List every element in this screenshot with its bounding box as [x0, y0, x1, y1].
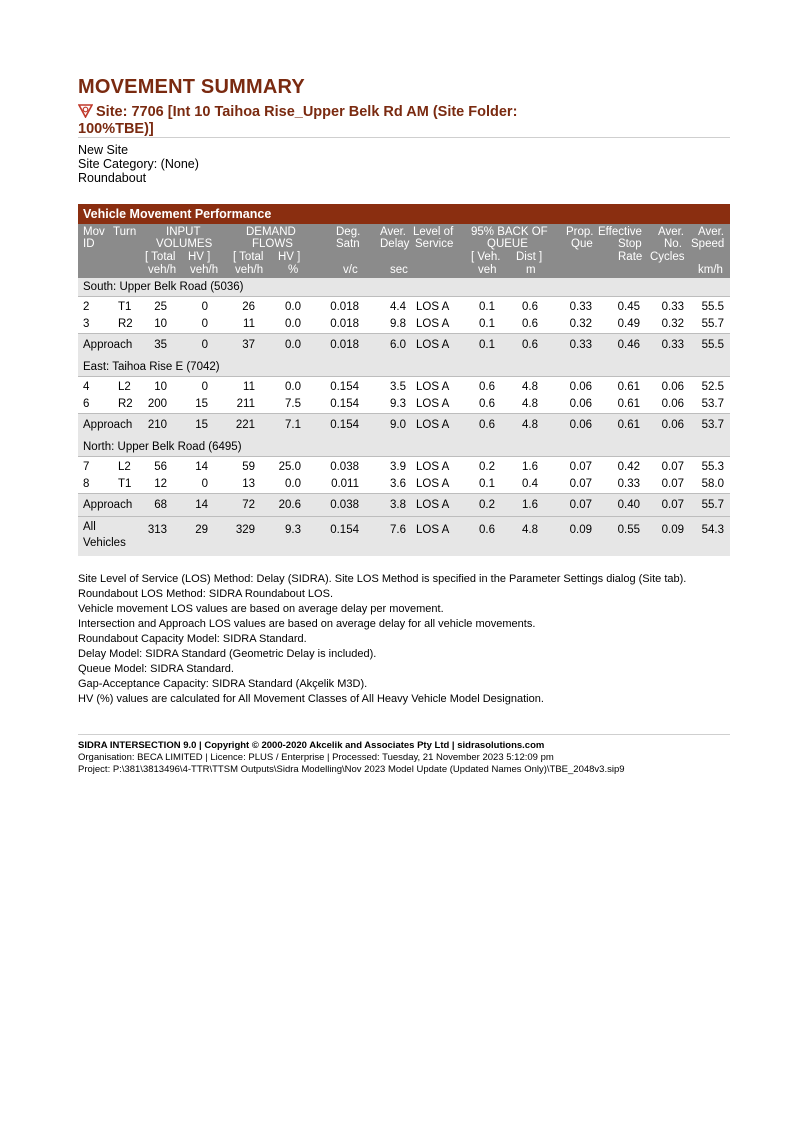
cell-dm-hv: 0.0	[285, 318, 301, 330]
vehicles-label: Vehicles	[83, 537, 126, 549]
site-name: New Site	[78, 143, 129, 157]
cell-delay: 9.0	[390, 419, 406, 431]
cell-dist: 0.6	[522, 339, 538, 351]
table-row	[78, 379, 730, 395]
footer-organisation: Organisation: BECA LIMITED | Licence: PLUS / Enterprise | Processed: Tuesday, 21 November 2023 5:12:09 pm	[78, 752, 554, 763]
all-label-1	[78, 519, 730, 535]
unit-satn: v/c	[343, 264, 358, 276]
cell-dist: 4.8	[522, 398, 538, 410]
site-title-line-1: Site: 7706 [Int 10 Taihoa Rise_Upper Belk Rd AM (Site Folder:	[96, 104, 518, 120]
cell-dm-total: 221	[235, 419, 255, 431]
unit-speed: km/h	[698, 264, 723, 276]
cell-dm-hv: 25.0	[278, 461, 301, 473]
cell-speed: 55.7	[701, 318, 724, 330]
cell-dm-hv: 0.0	[285, 339, 301, 351]
roundabout-warning-icon	[78, 104, 93, 118]
footer-copyright: SIDRA INTERSECTION 9.0 | Copyright © 2000-2020 Akcelik and Associates Pty Ltd | sidrasolutions.com	[78, 740, 545, 751]
cell-los: LOS A	[416, 499, 450, 511]
cell-dm-total: 37	[242, 339, 255, 351]
hdr-dm-total: [ Total	[233, 251, 264, 263]
cell-delay: 9.8	[390, 318, 406, 330]
table-row	[78, 476, 730, 492]
cell-in-hv: 0	[201, 478, 208, 490]
cell-stop: 0.42	[617, 461, 640, 473]
unit-veh: veh	[478, 264, 497, 276]
approach-label: Approach	[83, 499, 133, 511]
page-title: MOVEMENT SUMMARY	[78, 76, 305, 98]
cell-prop: 0.09	[569, 524, 592, 536]
cell-stop: 0.33	[617, 478, 640, 490]
hdr-prop: Prop.	[566, 226, 594, 238]
cell-los: LOS A	[416, 339, 450, 351]
hdr-demand: DEMAND	[246, 226, 296, 238]
cell-in-hv: 29	[195, 524, 208, 536]
cell-dm-hv: 0.0	[285, 478, 301, 490]
cell-in-hv: 15	[195, 419, 208, 431]
cell-stop: 0.61	[617, 419, 640, 431]
cell-in-hv: 0	[201, 318, 208, 330]
site-meta	[78, 143, 199, 185]
cell-in-total: 200	[147, 398, 167, 410]
site-category: Site Category: (None)	[78, 157, 199, 171]
site-type: Roundabout	[78, 171, 147, 185]
cell-veh: 0.1	[479, 339, 495, 351]
cell-dm-total: 11	[243, 381, 255, 393]
hdr-effective: Effective	[598, 226, 642, 238]
hdr-in-hv: HV ]	[188, 251, 211, 263]
hdr-id: ID	[83, 238, 95, 250]
cell-los: LOS A	[416, 419, 450, 431]
hdr-input: INPUT	[166, 226, 201, 238]
table-row	[78, 459, 730, 475]
cell-dm-hv: 0.0	[285, 301, 301, 313]
cell-dm-total: 11	[243, 318, 255, 330]
cell-stop: 0.49	[617, 318, 640, 330]
cell-in-total: 68	[154, 499, 167, 511]
section-header	[78, 438, 730, 456]
footer-project: Project: P:\381\3813496\4-TTR\TTSM Outputs\Sidra Modelling\Nov 2023 Model Update (Updated Names Only)\TBE_2048v3.sip9	[78, 764, 625, 775]
note: HV (%) values are calculated for All Movement Classes of All Heavy Vehicle Model Designation.	[78, 693, 544, 705]
section-name: North: Upper Belk Road (6495)	[83, 441, 242, 453]
approach-label: Approach	[83, 419, 133, 431]
hdr-cycles: Cycles	[650, 251, 685, 263]
unit-in-total: veh/h	[148, 264, 177, 276]
cell-dm-hv: 7.5	[285, 398, 301, 410]
cell-speed: 52.5	[701, 381, 724, 393]
cell-veh: 0.6	[479, 524, 495, 536]
cell-los: LOS A	[416, 478, 450, 490]
hdr-queue: QUEUE	[487, 238, 528, 250]
cell-speed: 54.3	[701, 524, 724, 536]
cell-dist: 1.6	[522, 461, 538, 473]
cell-dm-total: 72	[242, 499, 255, 511]
cell-dm-hv: 0.0	[285, 381, 301, 393]
all-label-2	[78, 535, 730, 551]
cell-turn: L2	[118, 461, 131, 473]
unit-in-hv: veh/h	[190, 264, 219, 276]
hdr-back95: 95% BACK OF	[471, 226, 548, 238]
hdr-delay: Delay	[380, 238, 410, 250]
notes	[78, 572, 686, 707]
section-name: South: Upper Belk Road (5036)	[83, 281, 244, 293]
cell-prop: 0.07	[569, 461, 592, 473]
cell-veh: 0.2	[479, 461, 495, 473]
cell-los: LOS A	[416, 461, 450, 473]
cell-speed: 53.7	[701, 419, 724, 431]
all-divider	[78, 516, 730, 517]
note: Roundabout LOS Method: SIDRA Roundabout LOS.	[78, 588, 333, 600]
cell-id: 2	[83, 301, 90, 313]
table-row	[78, 316, 730, 332]
note: Intersection and Approach LOS values are based on average delay for all vehicle movements.	[78, 618, 536, 630]
hdr-dm-hv: HV ]	[278, 251, 301, 263]
cell-prop: 0.07	[569, 478, 592, 490]
cell-veh: 0.1	[479, 318, 495, 330]
note: Queue Model: SIDRA Standard.	[78, 663, 234, 675]
cell-speed: 55.7	[701, 499, 724, 511]
cell-prop: 0.06	[569, 419, 592, 431]
cell-satn: 0.011	[331, 478, 359, 490]
approach-row	[78, 417, 730, 433]
cell-prop: 0.33	[569, 301, 592, 313]
cell-dist: 4.8	[522, 381, 538, 393]
cell-delay: 7.6	[390, 524, 406, 536]
note: Site Level of Service (LOS) Method: Delay (SIDRA). Site LOS Method is specified in the Parameter Settings dialog (Site tab).	[78, 573, 687, 585]
cell-satn: 0.038	[330, 461, 359, 473]
section-header	[78, 358, 730, 376]
cell-turn: L2	[118, 381, 131, 393]
cell-delay: 3.5	[390, 381, 406, 393]
cell-los: LOS A	[416, 398, 450, 410]
table-row	[78, 396, 730, 412]
cell-prop: 0.33	[569, 339, 592, 351]
cell-cycles: 0.32	[661, 318, 684, 330]
cell-stop: 0.45	[617, 301, 640, 313]
note: Roundabout Capacity Model: SIDRA Standard.	[78, 633, 307, 645]
cell-cycles: 0.07	[661, 499, 684, 511]
cell-in-hv: 14	[195, 461, 208, 473]
cell-veh: 0.6	[479, 419, 495, 431]
site-title-line-2: 100%TBE)]	[78, 121, 154, 137]
cell-stop: 0.55	[617, 524, 640, 536]
cell-veh: 0.6	[479, 381, 495, 393]
table-header	[78, 224, 730, 278]
cell-turn: R2	[118, 398, 133, 410]
cell-id: 7	[83, 461, 90, 473]
hdr-veh: [ Veh.	[471, 251, 501, 263]
cell-turn: T1	[118, 478, 132, 490]
cell-los: LOS A	[416, 301, 450, 313]
cell-dist: 1.6	[522, 499, 538, 511]
cell-speed: 53.7	[701, 398, 724, 410]
cell-dist: 4.8	[522, 419, 538, 431]
cell-prop: 0.32	[569, 318, 592, 330]
cell-satn: 0.018	[330, 318, 359, 330]
hdr-que: Que	[571, 238, 593, 250]
hdr-volumes: VOLUMES	[156, 238, 213, 250]
title-divider	[78, 137, 730, 138]
cell-stop: 0.40	[617, 499, 640, 511]
cell-veh: 0.6	[479, 398, 495, 410]
cell-delay: 3.8	[390, 499, 406, 511]
cell-in-hv: 0	[201, 381, 208, 393]
cell-satn: 0.154	[330, 524, 359, 536]
cell-prop: 0.07	[569, 499, 592, 511]
cell-speed: 55.3	[701, 461, 724, 473]
cell-satn: 0.038	[330, 499, 359, 511]
hdr-in-total: [ Total	[145, 251, 176, 263]
cell-speed: 58.0	[701, 478, 724, 490]
cell-cycles: 0.33	[661, 301, 684, 313]
cell-dm-hv: 7.1	[285, 419, 301, 431]
hdr-satn: Satn	[336, 238, 360, 250]
hdr-aver-speed: Aver.	[698, 226, 724, 238]
table-title: Vehicle Movement Performance	[78, 204, 730, 224]
hdr-flows: FLOWS	[252, 238, 293, 250]
section-header	[78, 278, 730, 296]
cell-in-total: 210	[147, 419, 167, 431]
cell-in-total: 10	[154, 318, 167, 330]
cell-satn: 0.154	[330, 381, 359, 393]
cell-dm-hv: 20.6	[278, 499, 301, 511]
approach-row	[78, 497, 730, 513]
cell-in-total: 12	[154, 478, 167, 490]
cell-in-total: 10	[154, 381, 167, 393]
cell-in-total: 56	[154, 461, 167, 473]
hdr-level-of: Level of	[413, 226, 454, 238]
cell-satn: 0.018	[330, 301, 359, 313]
cell-in-hv: 15	[195, 398, 208, 410]
cell-in-total: 35	[154, 339, 167, 351]
cell-prop: 0.06	[569, 398, 592, 410]
cell-delay: 3.9	[390, 461, 406, 473]
hdr-no: No.	[664, 238, 682, 250]
approach-divider	[78, 333, 730, 334]
cell-speed: 55.5	[701, 301, 724, 313]
cell-dm-total: 211	[236, 398, 255, 410]
hdr-aver-no: Aver.	[658, 226, 684, 238]
note: Gap-Acceptance Capacity: SIDRA Standard (Akçelik M3D).	[78, 678, 368, 690]
cell-dist: 0.4	[522, 478, 538, 490]
cell-dm-total: 26	[242, 301, 255, 313]
cell-turn: T1	[118, 301, 132, 313]
cell-dist: 4.8	[522, 524, 538, 536]
cell-id: 4	[83, 381, 90, 393]
cell-delay: 3.6	[390, 478, 406, 490]
note: Delay Model: SIDRA Standard (Geometric Delay is included).	[78, 648, 377, 660]
cell-los: LOS A	[416, 318, 450, 330]
cell-delay: 4.4	[390, 301, 406, 313]
cell-delay: 9.3	[390, 398, 406, 410]
cell-in-hv: 14	[195, 499, 208, 511]
cell-in-hv: 0	[201, 339, 208, 351]
cell-dist: 0.6	[522, 318, 538, 330]
approach-row	[78, 337, 730, 353]
cell-stop: 0.61	[617, 398, 640, 410]
vehicle-movement-table	[78, 204, 730, 556]
cell-cycles: 0.07	[661, 461, 684, 473]
note: Vehicle movement LOS values are based on average delay per movement.	[78, 603, 444, 615]
cell-veh: 0.1	[479, 301, 495, 313]
table-row	[78, 299, 730, 315]
cell-in-hv: 0	[201, 301, 208, 313]
cell-satn: 0.154	[330, 398, 359, 410]
approach-divider	[78, 413, 730, 414]
hdr-stop: Stop	[618, 238, 642, 250]
hdr-mov: Mov	[83, 226, 105, 238]
footer-divider	[78, 734, 730, 735]
cell-cycles: 0.06	[661, 381, 684, 393]
unit-delay: sec	[390, 264, 408, 276]
cell-in-total: 313	[147, 524, 167, 536]
hdr-service: Service	[415, 238, 454, 250]
cell-los: LOS A	[416, 524, 450, 536]
cell-delay: 6.0	[390, 339, 406, 351]
cell-dist: 0.6	[522, 301, 538, 313]
cell-satn: 0.018	[330, 339, 359, 351]
hdr-deg: Deg.	[336, 226, 361, 238]
cell-cycles: 0.06	[661, 419, 684, 431]
cell-in-total: 25	[154, 301, 167, 313]
unit-dm-hv: %	[288, 264, 299, 276]
cell-cycles: 0.06	[661, 398, 684, 410]
cell-prop: 0.06	[569, 381, 592, 393]
hdr-dist: Dist ]	[516, 251, 543, 263]
cell-cycles: 0.33	[661, 339, 684, 351]
cell-turn: R2	[118, 318, 133, 330]
cell-cycles: 0.07	[661, 478, 684, 490]
cell-speed: 55.5	[701, 339, 724, 351]
approach-label: Approach	[83, 339, 133, 351]
footer	[78, 740, 625, 776]
cell-id: 8	[83, 478, 90, 490]
cell-dm-total: 329	[235, 524, 255, 536]
cell-dm-hv: 9.3	[285, 524, 301, 536]
cell-id: 3	[83, 318, 90, 330]
hdr-turn: Turn	[113, 226, 137, 238]
cell-id: 6	[83, 398, 90, 410]
site-title	[78, 104, 538, 138]
cell-stop: 0.46	[617, 339, 640, 351]
hdr-aver-delay: Aver.	[380, 226, 406, 238]
cell-stop: 0.61	[617, 381, 640, 393]
cell-los: LOS A	[416, 381, 450, 393]
all-label: All	[83, 521, 96, 533]
cell-satn: 0.154	[330, 419, 359, 431]
cell-veh: 0.2	[479, 499, 495, 511]
hdr-speed: Speed	[691, 238, 725, 250]
unit-dm-total: veh/h	[235, 264, 264, 276]
unit-dist: m	[526, 264, 536, 276]
cell-dm-total: 59	[242, 461, 255, 473]
section-name: East: Taihoa Rise E (7042)	[83, 361, 220, 373]
cell-veh: 0.1	[479, 478, 495, 490]
cell-dm-total: 13	[242, 478, 255, 490]
approach-divider	[78, 493, 730, 494]
hdr-rate: Rate	[618, 251, 643, 263]
cell-cycles: 0.09	[661, 524, 684, 536]
